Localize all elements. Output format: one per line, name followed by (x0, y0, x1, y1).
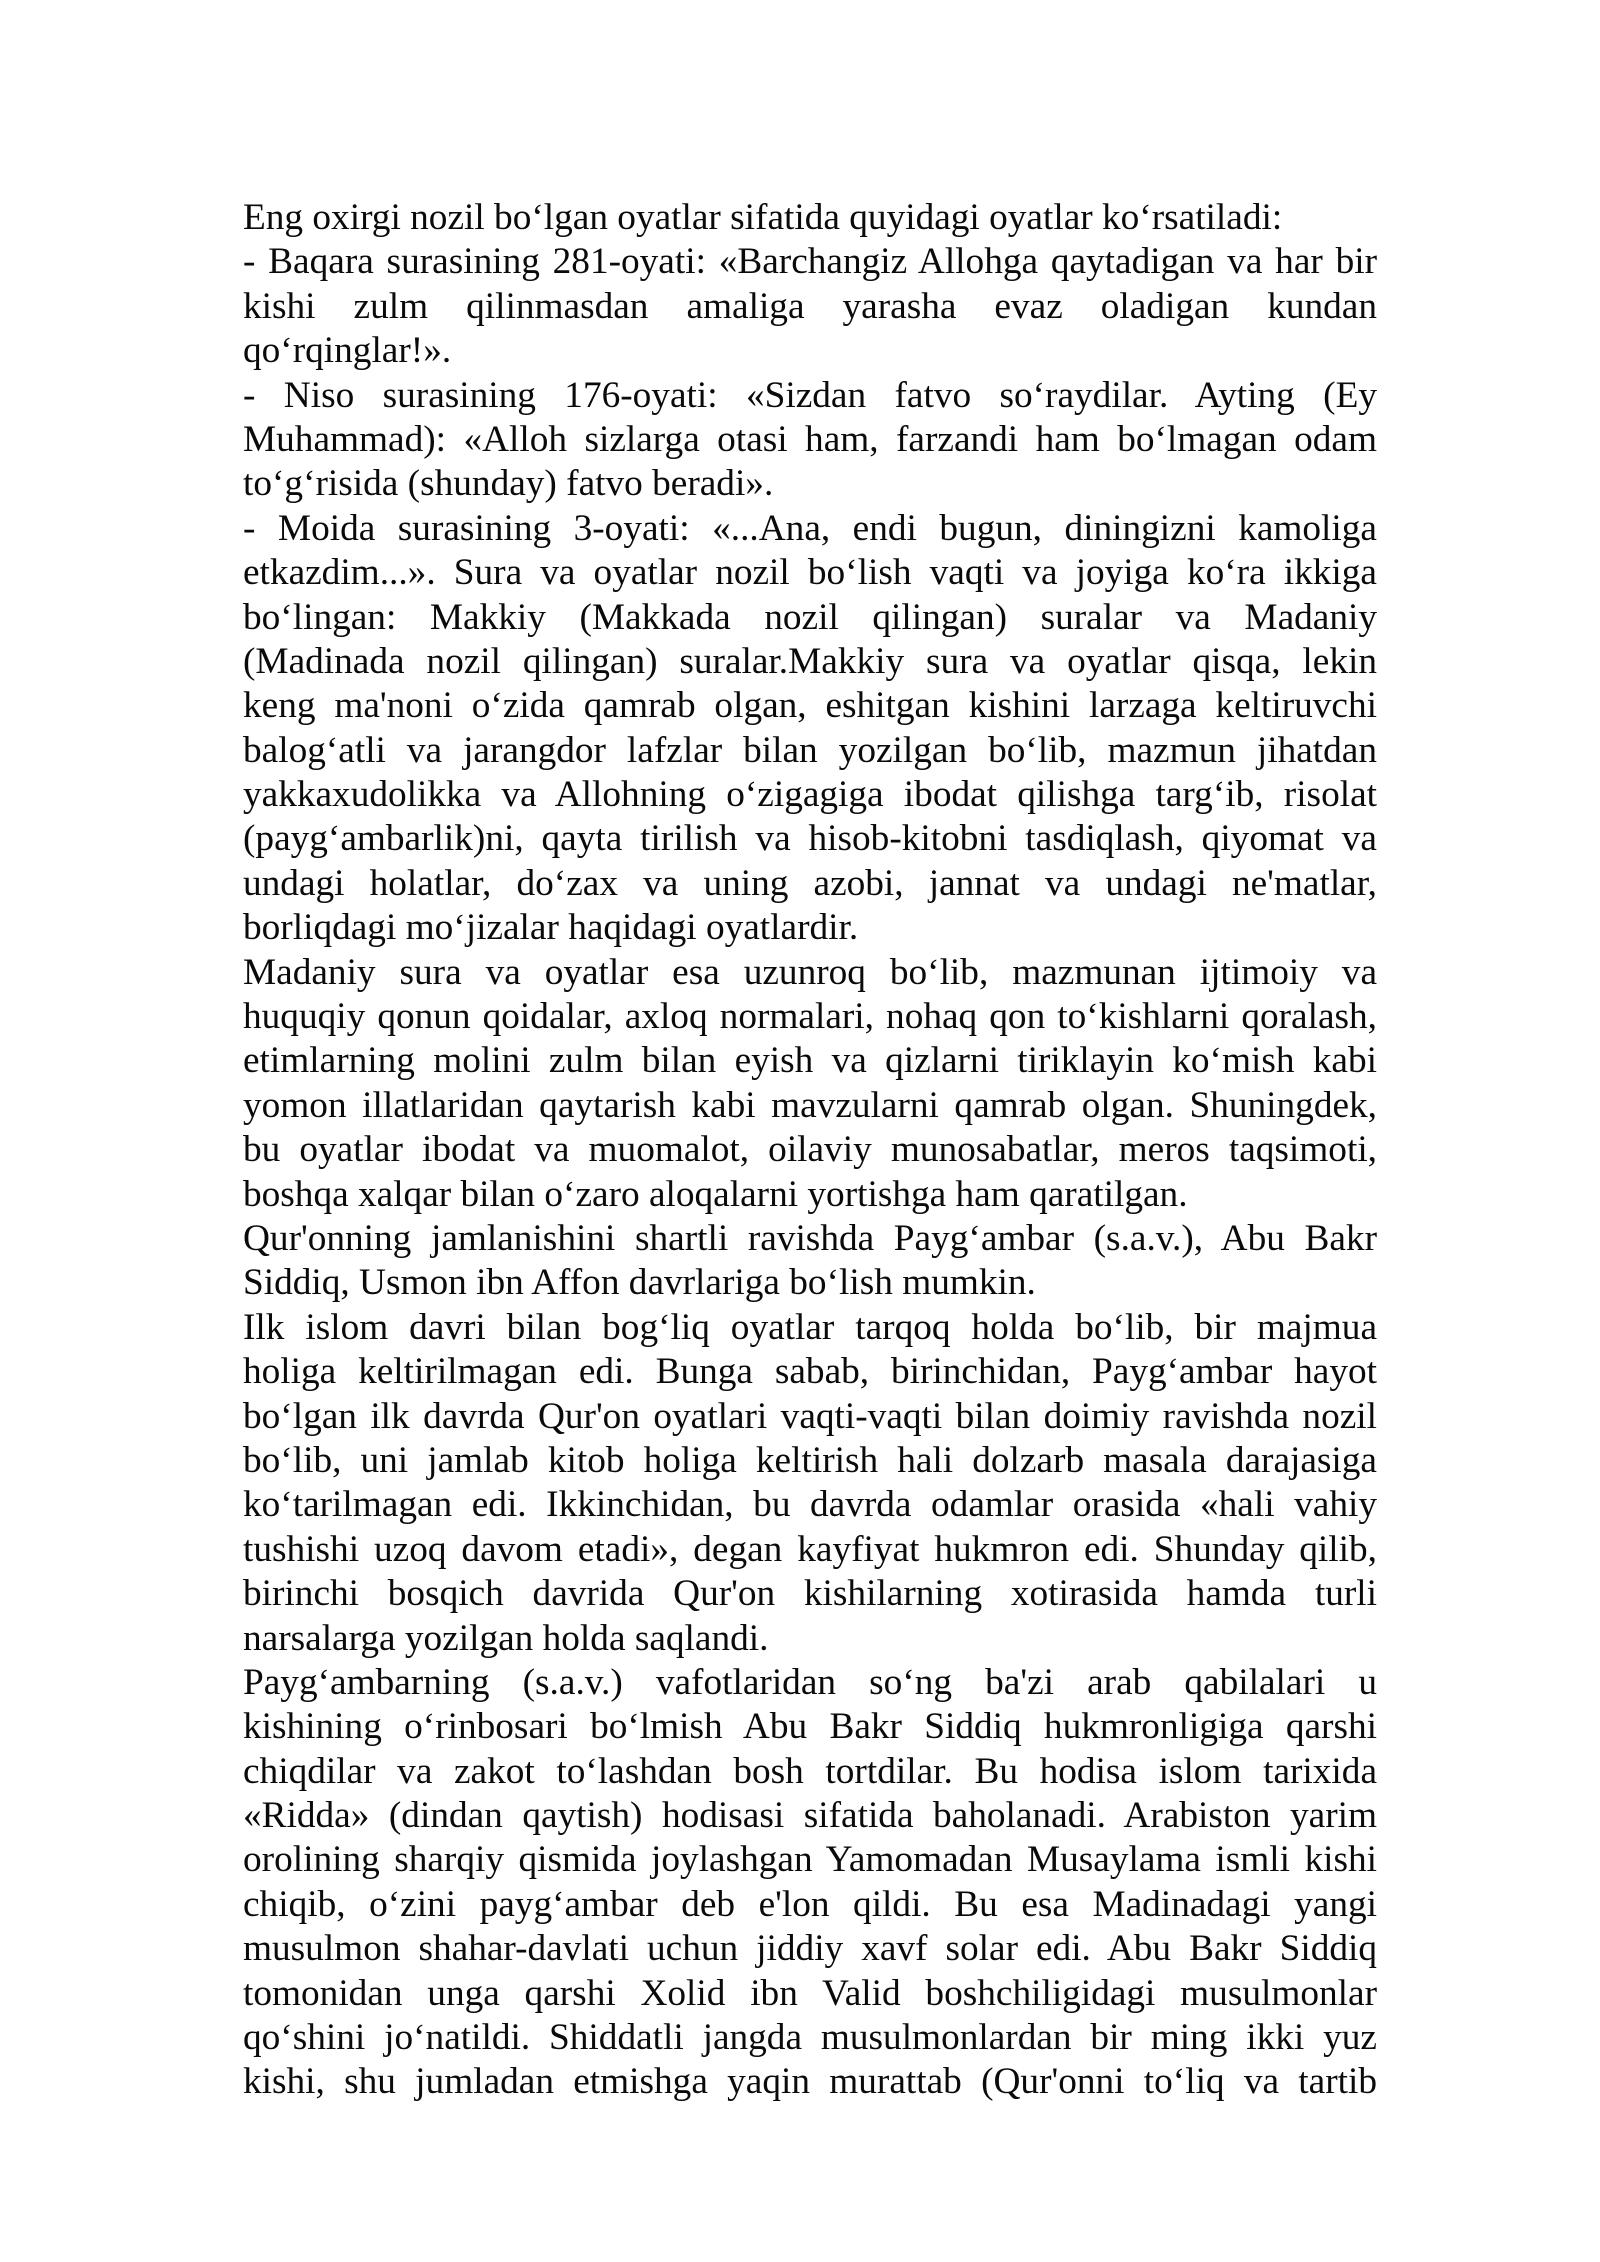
paragraph (243, 196, 1377, 240)
text-line: holiga keltirilmagan edi. Bunga sabab, birinchidan, Payg‘ambar hayot (243, 1351, 1377, 1393)
text-line: yomon illatlaridan qaytarish kabi mavzularni qamrab olgan. Shuningdek, (243, 1084, 1377, 1126)
text-line: boshqa xalqar bilan o‘zaro aloqalarni yortishga ham qaratilgan. (243, 1173, 1188, 1215)
paragraph (243, 507, 1377, 951)
text-line: - Baqara surasining 281-oyati: «Barchangiz Allohga qaytadigan va har bir (243, 241, 1377, 283)
text-line: kishining o‘rinbosari bo‘lmish Abu Bakr Siddiq hukmronligiga qarshi (243, 1706, 1377, 1748)
text-line: undagi holatlar, do‘zax va uning azobi, jannat va undagi ne'matlar, (243, 862, 1377, 904)
text-line: Ilk islom davri bilan bog‘liq oyatlar tarqoq holda bo‘lib, bir majmua (243, 1306, 1377, 1348)
paragraph (243, 374, 1377, 507)
text-line: - Moida surasining 3-oyati: «...Ana, endi bugun, diningizni kamoliga (243, 507, 1377, 549)
text-line: birinchi bosqich davrida Qur'on kishilarning xotirasida hamda turli (243, 1573, 1377, 1615)
text-line: borliqdagi mo‘jizalar haqidagi oyatlardir. (243, 907, 859, 949)
text-line: qo‘rqinglar!». (243, 330, 452, 372)
paragraph (243, 1217, 1377, 1306)
paragraph (243, 1306, 1377, 1661)
text-line: musulmon shahar-davlati uchun jiddiy xavf solar edi. Abu Bakr Siddiq (243, 1928, 1377, 1970)
text-line: (Madinada nozil qilingan) suralar.Makkiy sura va oyatlar qisqa, lekin (243, 640, 1377, 682)
text-line: Muhammad): «Alloh sizlarga otasi ham, farzandi ham bo‘lmagan odam (243, 418, 1377, 460)
text-line: bo‘lingan: Makkiy (Makkada nozil qilingan) suralar va Madaniy (243, 596, 1377, 638)
text-line: balog‘atli va jarangdor lafzlar bilan yozilgan bo‘lib, mazmun jihatdan (243, 729, 1377, 771)
text-line: chiqdilar va zakot to‘lashdan bosh tortdilar. Bu hodisa islom tarixida (243, 1750, 1377, 1792)
text-line: Payg‘ambarning (s.a.v.) vafotlaridan so‘ng ba'zi arab qabilalari u (243, 1661, 1377, 1703)
text-line: tomonidan unga qarshi Xolid ibn Valid boshchiligidagi musulmonlar (243, 1972, 1377, 2014)
text-line: kishi zulm qilinmasdan amaliga yarasha evaz oladigan kundan (243, 285, 1377, 327)
text-line: keng ma'noni o‘zida qamrab olgan, eshitgan kishini larzaga keltiruvchi (243, 685, 1377, 727)
text-line: bo‘lgan ilk davrda Qur'on oyatlari vaqti-vaqti bilan doimiy ravishda nozil (243, 1395, 1377, 1437)
text-line: etkazdim...». Sura va oyatlar nozil bo‘lish vaqti va joyiga ko‘ra ikkiga (243, 552, 1377, 594)
text-line: qo‘shini jo‘natildi. Shiddatli jangda musulmonlardan bir ming ikki yuz (243, 2017, 1377, 2059)
paragraph (243, 951, 1377, 1217)
text-line: tushishi uzoq davom etadi», degan kayfiyat hukmron edi. Shunday qilib, (243, 1528, 1377, 1570)
text-line: Eng oxirgi nozil bo‘lgan oyatlar sifatida quyidagi oyatlar ko‘rsatiladi: (243, 197, 1283, 238)
text-line: chiqib, o‘zini payg‘ambar deb e'lon qildi. Bu esa Madinadagi yangi (243, 1883, 1377, 1925)
text-line: Siddiq, Usmon ibn Affon davrlariga bo‘lish mumkin. (243, 1262, 1036, 1304)
text-line: to‘g‘risida (shunday) fatvo beradi». (243, 463, 774, 505)
text-line: Madaniy sura va oyatlar esa uzunroq bo‘lib, mazmunan ijtimoiy va (243, 951, 1377, 993)
text-line: orolining sharqiy qismida joylashgan Yamomadan Musaylama ismli kishi (243, 1839, 1377, 1881)
text-line: huquqiy qonun qoidalar, axloq normalari, nohaq qon to‘kishlarni qoralash, (243, 996, 1377, 1038)
text-line: bu oyatlar ibodat va muomalot, oilaviy munosabatlar, meros taqsimoti, (243, 1129, 1377, 1171)
paragraph (243, 1661, 1377, 2105)
text-line: narsalarga yozilgan holda saqlandi. (243, 1617, 769, 1659)
paragraph (243, 240, 1377, 373)
text-line: yakkaxudolikka va Allohning o‘zigagiga ibodat qilishga targ‘ib, risolat (243, 774, 1377, 816)
text-line: - Niso surasining 176-oyati: «Sizdan fatvo so‘raydilar. Ayting (Ey (243, 374, 1377, 416)
text-line: kishi, shu jumladan etmishga yaqin murattab (Qur'onni to‘liq va tartib (243, 2061, 1377, 2103)
document-body (243, 196, 1377, 2105)
text-line: Qur'onning jamlanishini shartli ravishda Payg‘ambar (s.a.v.), Abu Bakr (243, 1217, 1377, 1259)
text-line: (payg‘ambarlik)ni, qayta tirilish va hisob-kitobni tasdiqlash, qiyomat va (243, 818, 1377, 860)
text-line: «Ridda» (dindan qaytish) hodisasi sifatida baholanadi. Arabiston yarim (243, 1795, 1377, 1837)
text-line: bo‘lib, uni jamlab kitob holiga keltirish hali dolzarb masala darajasiga (243, 1439, 1377, 1481)
text-line: etimlarning molini zulm bilan eyish va qizlarni tiriklayin ko‘mish kabi (243, 1040, 1377, 1082)
text-line: ko‘tarilmagan edi. Ikkinchidan, bu davrda odamlar orasida «hali vahiy (243, 1484, 1377, 1526)
